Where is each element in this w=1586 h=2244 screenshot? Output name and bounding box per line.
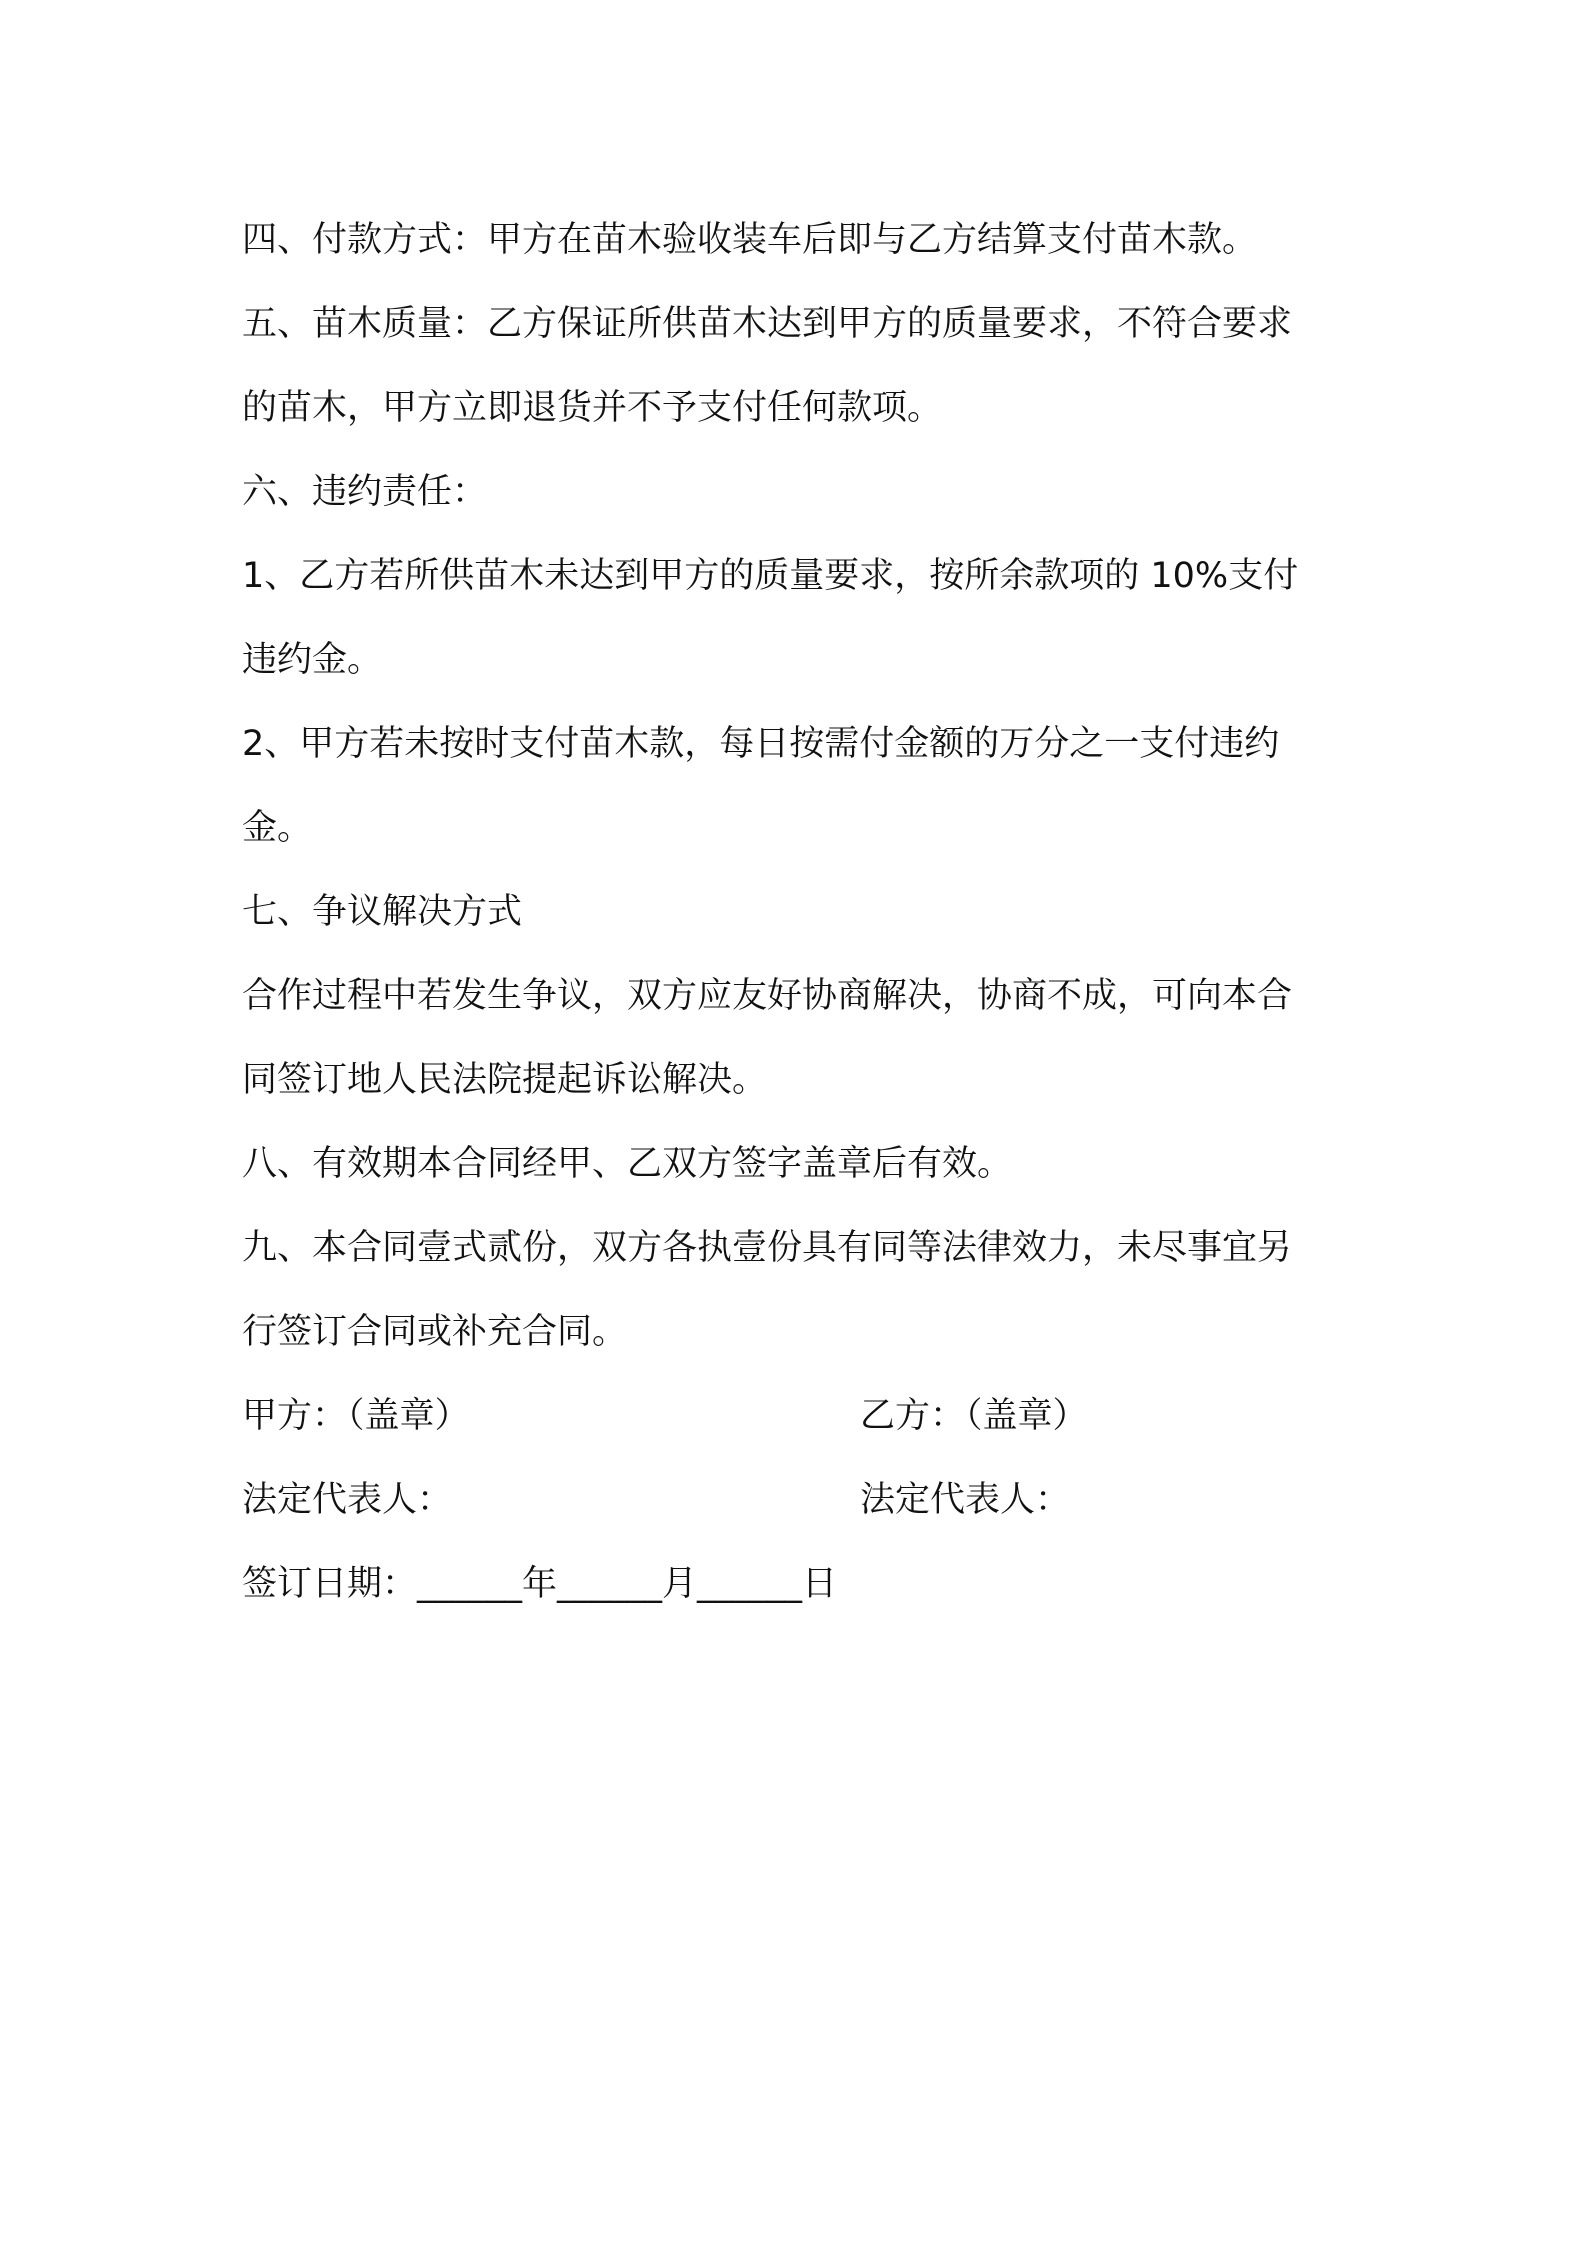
clause-5-quality-line1: 五、苗木质量：乙方保证所供苗木达到甲方的质量要求，不符合要求 (242, 304, 1293, 344)
signature-seal-row (242, 1374, 1352, 1458)
clause-9-line1: 九、本合同壹式贰份，双方各执壹份具有同等法律效力，未尽事宜另 (242, 1228, 1293, 1268)
clause-8-validity: 八、有效期本合同经甲、乙双方签字盖章后有效。 (242, 1144, 1013, 1184)
clause-7-line1: 合作过程中若发生争议，双方应友好协商解决，协商不成，可向本合 (242, 976, 1293, 1016)
party-b-representative: 法定代表人： (860, 1480, 1071, 1520)
clause-6-heading: 六、违约责任： (242, 472, 488, 512)
contract-body (242, 198, 1352, 1626)
party-a-representative: 法定代表人： (242, 1480, 453, 1520)
clause-4-payment: 四、付款方式：甲方在苗木验收装车后即与乙方结算支付苗木款。 (242, 220, 1258, 260)
party-a-seal: 甲方：（盖章） (242, 1396, 470, 1436)
clause-5-quality-line2: 的苗木，甲方立即退货并不予支付任何款项。 (242, 388, 943, 428)
sign-date: 签订日期：______年______月______日 (242, 1564, 838, 1604)
clause-7-heading: 七、争议解决方式 (242, 892, 523, 932)
clause-6-item2-line1: 2、甲方若未按时支付苗木款，每日按需付金额的万分之一支付违约 (242, 724, 1280, 764)
clause-6-item2-line2: 金。 (242, 808, 313, 848)
clause-6-item1-line2: 违约金。 (242, 640, 383, 680)
party-b-seal: 乙方：（盖章） (860, 1396, 1088, 1436)
signature-rep-row (242, 1458, 1352, 1542)
clause-9-line2: 行签订合同或补充合同。 (242, 1312, 628, 1352)
clause-6-item1-line1: 1、乙方若所供苗木未达到甲方的质量要求，按所余款项的 10%支付 (242, 556, 1299, 596)
clause-7-line2: 同签订地人民法院提起诉讼解决。 (242, 1060, 768, 1100)
